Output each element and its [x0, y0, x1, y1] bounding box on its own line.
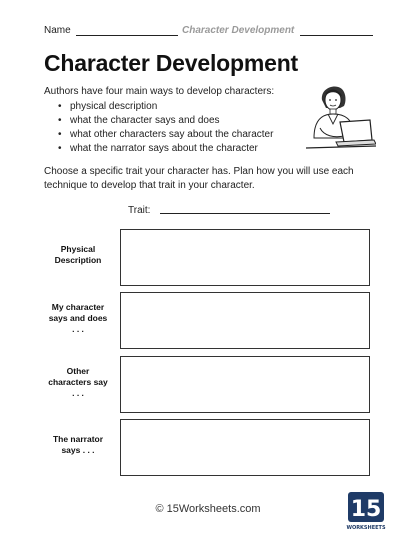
trait-label: Trait:: [128, 205, 151, 216]
list-item: • what other characters say about the character: [58, 128, 273, 142]
footer-copyright: © 15Worksheets.com: [155, 503, 261, 515]
15worksheets-logo-icon: [346, 490, 386, 530]
row-label-says-and-does: My character says and does . . .: [48, 302, 108, 334]
woman-at-laptop-icon: [300, 80, 376, 158]
name-line[interactable]: [76, 35, 178, 36]
technique-list: [58, 100, 273, 156]
list-item: • what the narrator says about the character: [58, 142, 273, 156]
list-item: • physical description: [58, 100, 273, 114]
trait-input-line[interactable]: [160, 213, 330, 214]
answer-box-narrator[interactable]: [120, 419, 370, 476]
logo-wordmark: WORKSHEETS: [346, 525, 386, 530]
instructions-text: Choose a specific trait your character has. Plan how you will use each technique to develop that trait in your character.: [44, 166, 354, 191]
row-label-other-characters: Other characters say . . .: [48, 366, 108, 398]
answer-box-other-characters[interactable]: [120, 356, 370, 413]
row-label-physical: Physical Description: [54, 244, 102, 265]
page-title: Character Development: [44, 50, 298, 76]
intro-text: Authors have four main ways to develop characters:: [44, 86, 275, 97]
answer-box-physical[interactable]: [120, 229, 370, 286]
list-item: • what the character says and does: [58, 114, 273, 128]
answer-box-says-and-does[interactable]: [120, 292, 370, 349]
name-label: Name: [44, 25, 71, 36]
header-title: Character Development: [182, 25, 295, 36]
header-rule: [300, 35, 373, 36]
row-label-narrator: The narrator says . . .: [52, 434, 104, 455]
logo-number: 15: [350, 497, 382, 522]
